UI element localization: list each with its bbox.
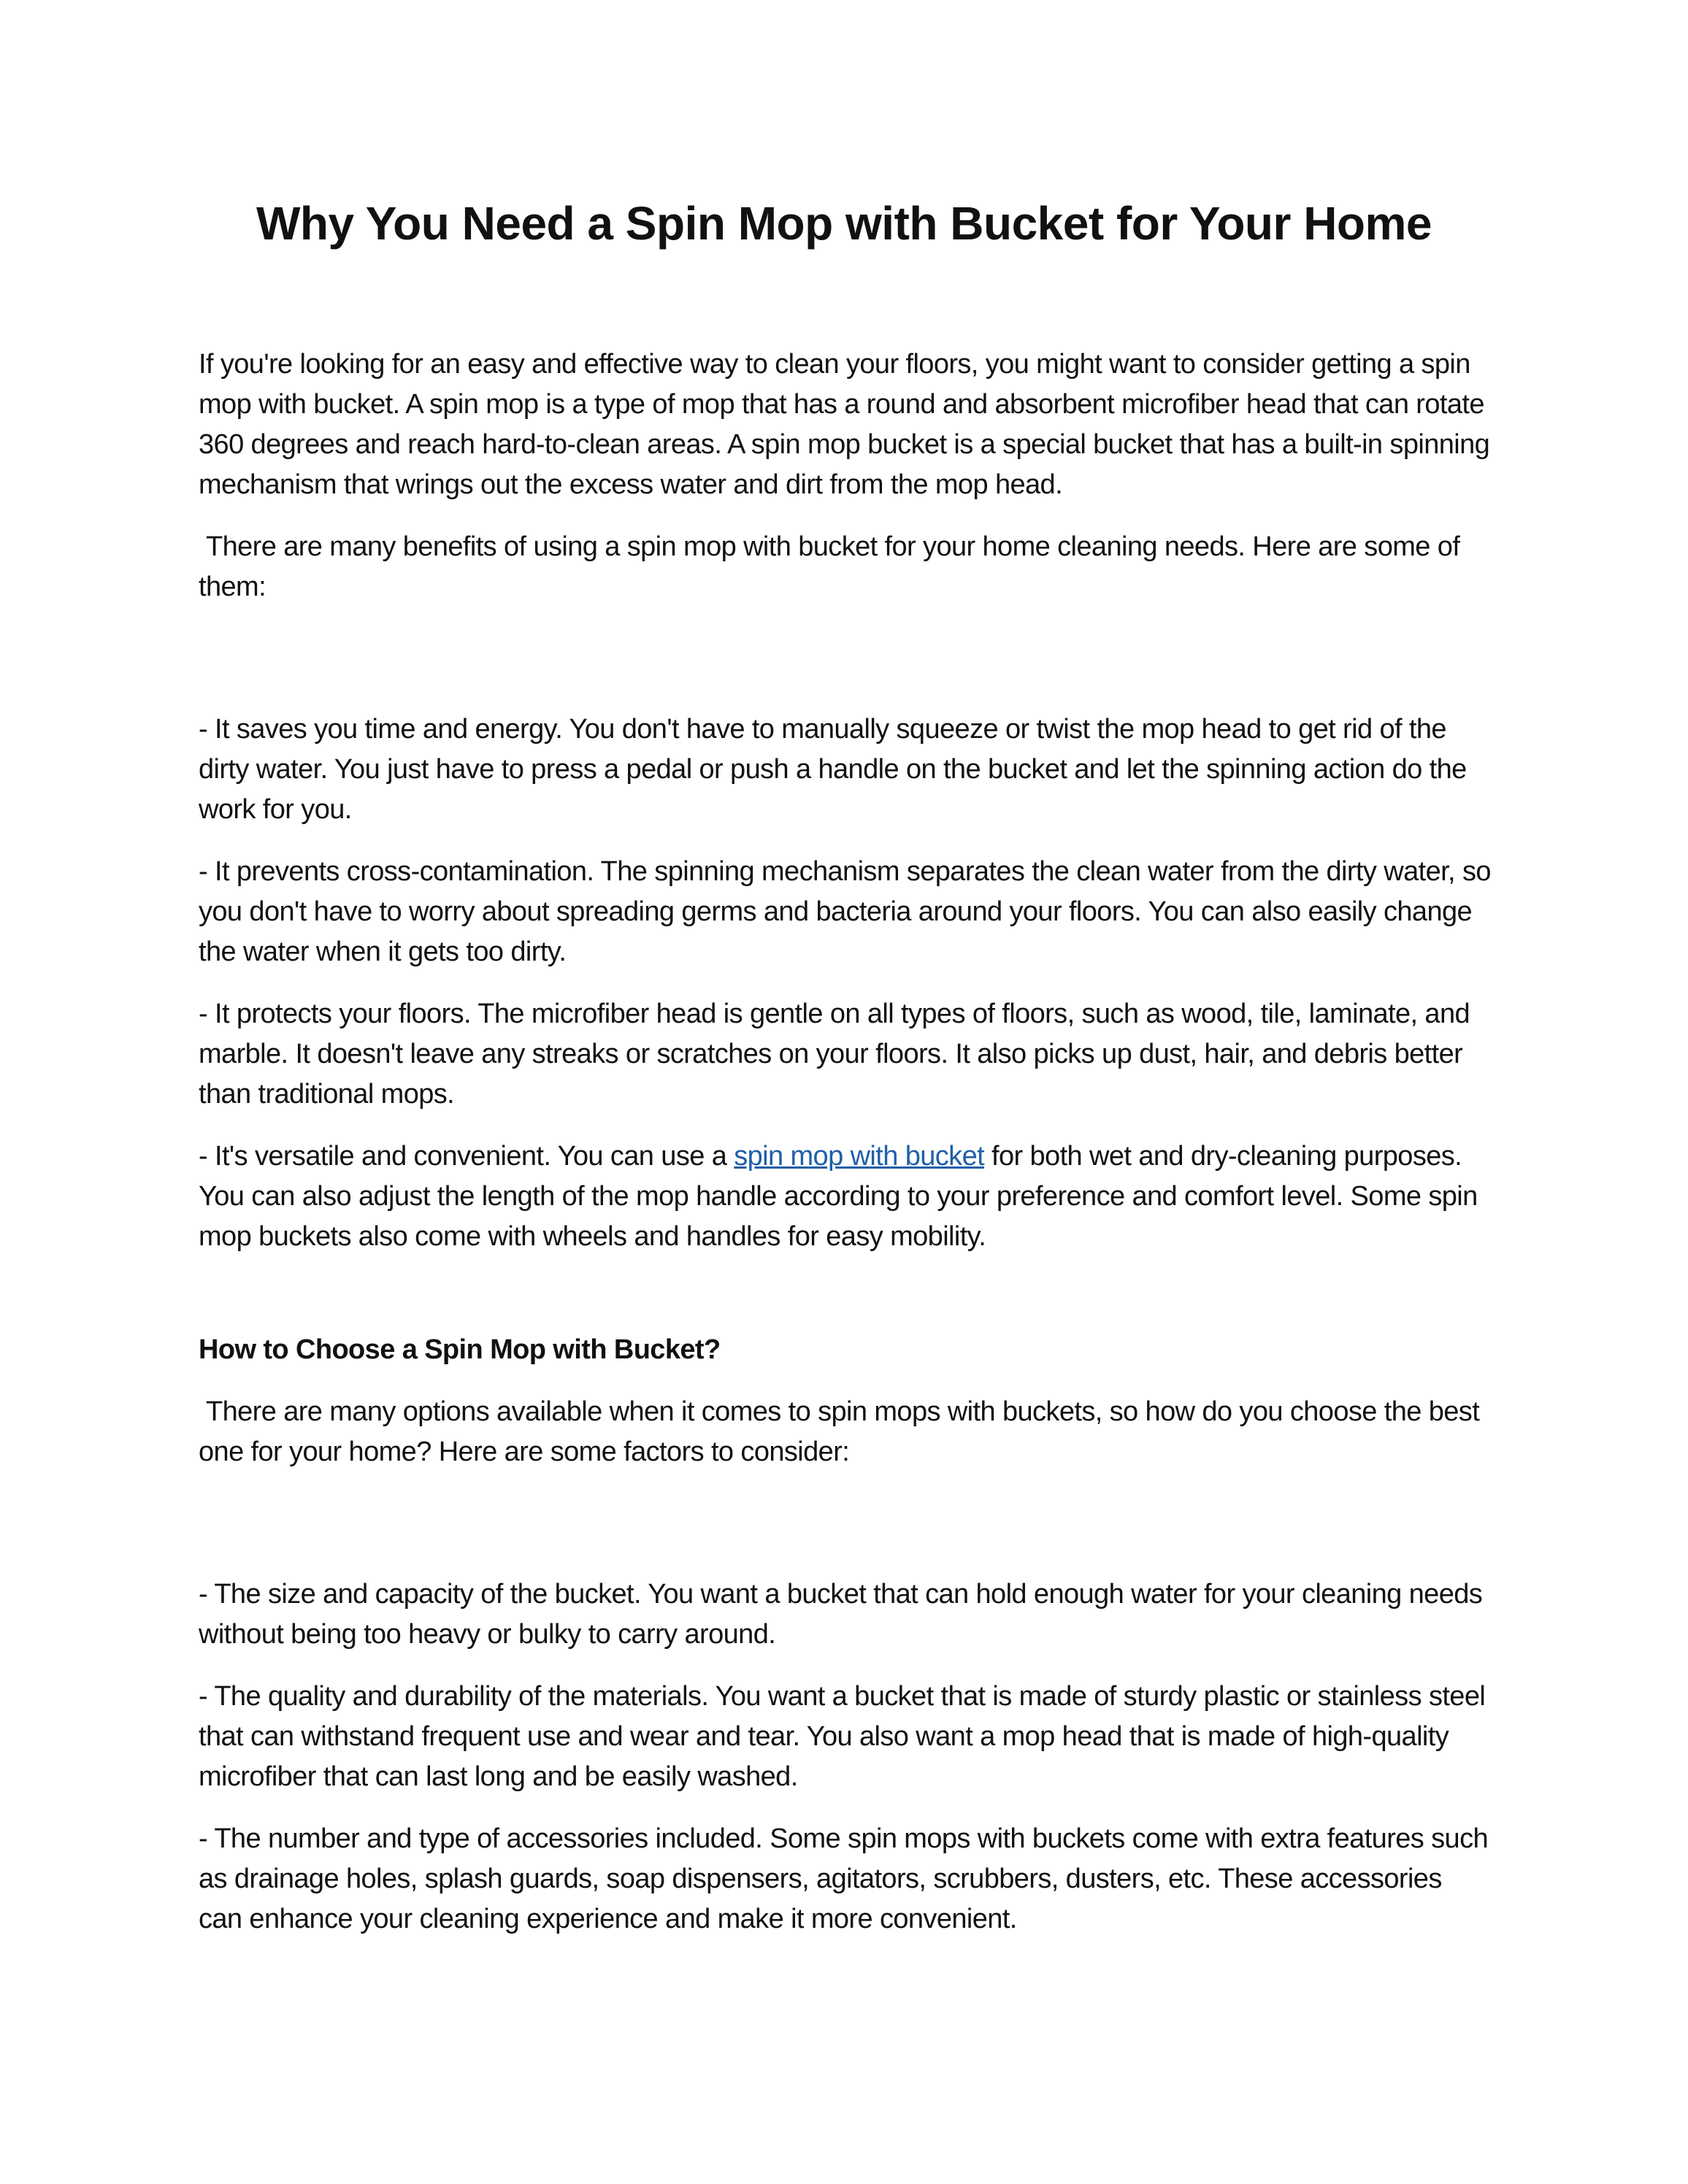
- versatile-text-after: for both wet and dry-cleaning purposes. You can also adjust the length of the mop handle according to your preference and comfort level. Some spin mop buckets also come with wheels and handles for easy mobility.: [199, 1141, 1485, 1252]
- section-intro-paragraph: There are many options available when it comes to spin mops with buckets, so how do you choose the best one for your home? Here are some factors to consider:: [199, 1396, 1487, 1467]
- spacer: [199, 607, 1492, 710]
- spacer: [199, 1472, 1492, 1574]
- factor-item-size: - The size and capacity of the bucket. You want a bucket that can hold enough water for your cleaning needs without being too heavy or bulky to carry around.: [199, 1579, 1483, 1650]
- factor-item-accessories: - The number and type of accessories included. Some spin mops with buckets come with extra features such as drainage holes, splash guards, soap dispensers, agitators, scrubbers, dusters, etc. These accessories can enhance your cleaning experience and make it more convenient.: [199, 1823, 1489, 1934]
- factor-item-quality: - The quality and durability of the materials. You want a bucket that is made of sturdy plastic or stainless steel that can withstand frequent use and wear and tear. You also want a mop head that is made of high-quality microfiber that can last long and be easily washed.: [199, 1681, 1486, 1792]
- page-title: Why You Need a Spin Mop with Bucket for Your Home: [256, 197, 1432, 250]
- benefit-item-time: - It saves you time and energy. You don't have to manually squeeze or twist the mop head to get rid of the dirty water. You just have to press a pedal or push a handle on the bucket and let the spinning action do the work for you.: [199, 714, 1467, 825]
- versatile-text-before: - It's versatile and convenient. You can use a: [199, 1141, 734, 1172]
- intro-paragraph-2: There are many benefits of using a spin mop with bucket for your home cleaning needs. Here are some of them:: [199, 531, 1468, 602]
- intro-paragraph-1: If you're looking for an easy and effective way to clean your floors, you might want to consider getting a spin mop with bucket. A spin mop is a type of mop that has a round and absorbent microfiber head that can rotate 360 degrees and reach hard-to-clean areas. A spin mop bucket is a special bucket that has a built-in spinning mechanism that wrings out the excess water and dirt from the mop head.: [199, 349, 1490, 500]
- document-body: [199, 345, 1492, 1939]
- spacer: [199, 1257, 1492, 1330]
- benefit-item-contamination: - It prevents cross-contamination. The spinning mechanism separates the clean water from the dirty water, so you don't have to worry about spreading germs and bacteria around your floors. You can also easily change the water when it gets too dirty.: [199, 856, 1491, 967]
- section-heading-choose: How to Choose a Spin Mop with Bucket?: [199, 1334, 721, 1365]
- spin-mop-link[interactable]: spin mop with bucket: [734, 1141, 985, 1172]
- benefit-item-versatile: [199, 1137, 1492, 1257]
- benefit-item-floors: - It protects your floors. The microfiber head is gentle on all types of floors, such as wood, tile, laminate, and marble. It doesn't leave any streaks or scratches on your floors. It also picks up dust, hair, and debris better than traditional mops.: [199, 999, 1470, 1110]
